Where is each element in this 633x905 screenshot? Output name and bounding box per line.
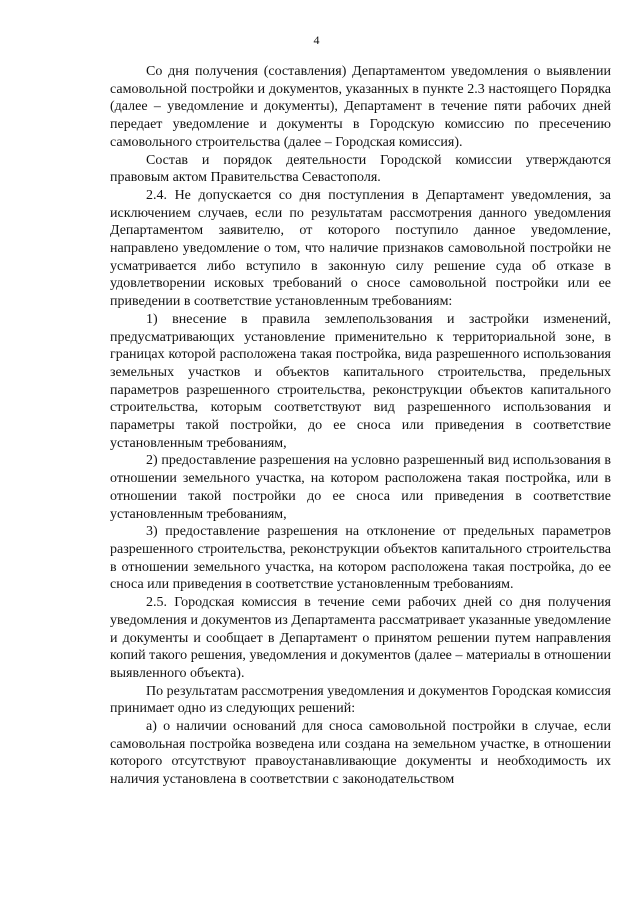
page-number: 4 [313,33,320,47]
paragraph-decisions-intro: По результатам рассмотрения уведомления и документов Городская комиссия принимает одно из следующих решений: [110,683,611,717]
paragraph-section-2-5: 2.5. Городская комиссия в течение семи рабочих дней со дня получения уведомления и документов из Департамента рассматривает указанные уведомление и документы и сообщает в Департамент о принятом решении путем направления копий такого решения, уведомления и документов (далее – материалы в отношении выявленного объекта). [110,595,611,681]
list-item-1: 1) внесение в правила землепользования и застройки изменений, предусматривающих установление применительно к территориальной зоне, в границах которой расположена такая постройка, вида разрешенного использования земельных участков и объектов капитального строительства, предельных параметров разрешенного строительства, реконструкции объектов капитального строительства, которым соответствуют вид разрешенного использования и параметры такой постройки, до ее сноса или приведения в соответствие установленным требованиям, [110,311,611,451]
paragraph-commission-composition: Состав и порядок деятельности Городской комиссии утверждаются правовым актом Правительства Севастополя. [110,152,611,186]
paragraph-section-2-4: 2.4. Не допускается со дня поступления в Департамент уведомления, за исключением случаев, если по результатам рассмотрения данного уведомления Департаментом заявителю, от которого поступило данное уведомление, направлено уведомление о том, что наличие признаков самовольной постройки не усматривается либо вступило в законную силу решение суда об отказе в удовлетворении исковых требований о сносе самовольной постройки или ее приведении в соответствие установленным требованиям: [110,187,611,310]
list-item-a: а) о наличии оснований для сноса самовольной постройки в случае, если самовольная постройка возведена или создана на земельном участке, в отношении которого отсутствуют правоустанавливающие документы и необходимость их наличия установлена в соответствии с законодательством [110,719,611,788]
list-item-3: 3) предоставление разрешения на отклонение от предельных параметров разрешенного строительства, реконструкции объектов капитального строительства в отношении земельного участка, на котором расположена такая постройка, до ее сноса или приведения в соответствие установленным требованиям. [110,524,611,593]
document-body [110,63,611,789]
paragraph-notice-transfer: Со дня получения (составления) Департаментом уведомления о выявлении самовольной постройки и документов, указанных в пункте 2.3 настоящего Порядка (далее – уведомление и документы), Департамент в течение пяти рабочих дней передает уведомление и документы в Городскую комиссию по пресечению самовольного строительства (далее – Городская комиссия). [110,64,611,150]
list-item-2: 2) предоставление разрешения на условно разрешенный вид использования в отношении земельного участка, на котором расположена такая постройка, или в отношении такой постройки до ее сноса или приведения в соответствие установленным требованиям, [110,453,611,522]
